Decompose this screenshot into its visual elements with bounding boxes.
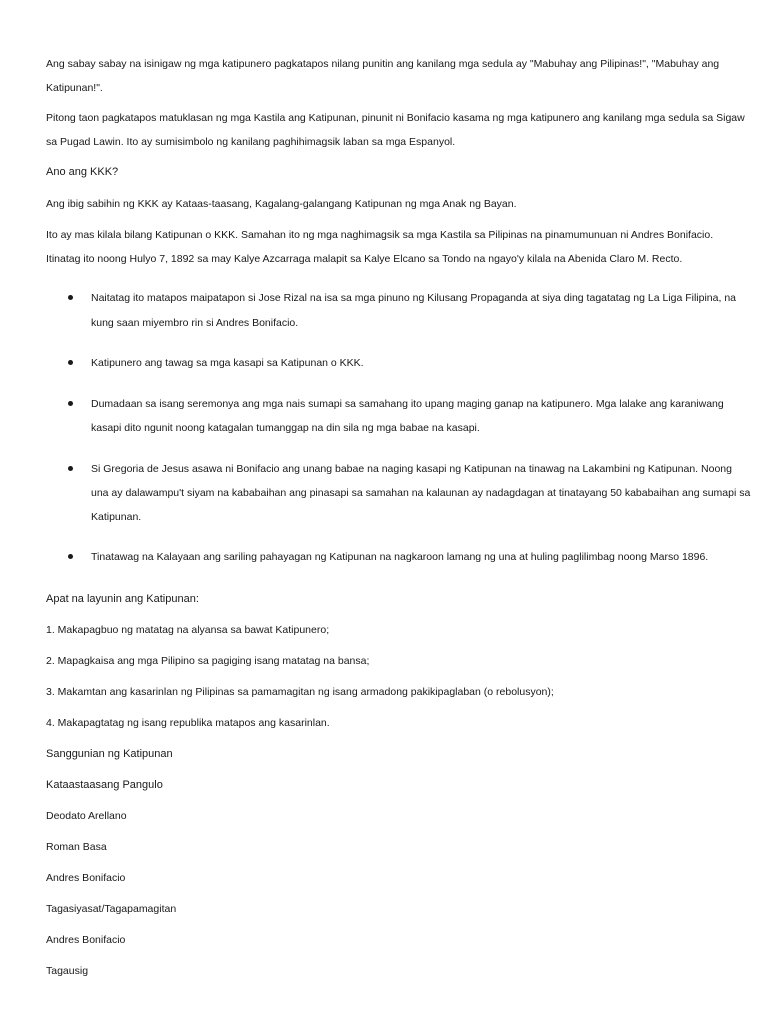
bullet-dot	[68, 401, 73, 406]
bullet-1-line-2: kung saan miyembro rin si Andres Bonifacio.	[91, 317, 299, 329]
council-item: Roman Basa	[46, 841, 107, 853]
paragraph-1-line-2: Katipunan!".	[46, 82, 103, 94]
bullet-3-line-2: kasapi dito ngunit noong katagalan tumanggap na din sila ng mga babae na kasapi.	[91, 422, 480, 434]
council-item: Deodato Arellano	[46, 810, 127, 822]
paragraph-2-line-2: sa Pugad Lawin. Ito ay sumisimbolo ng kanilang paghihimagsik laban sa mga Espanyol.	[46, 136, 456, 148]
goals-heading: Apat na layunin ang Katipunan:	[46, 593, 199, 605]
bullet-dot	[68, 554, 73, 559]
bullet-4-line-2: una ay dalawampu't siyam na kababaihan ang pinasapi sa samahan na kalaunan ay nadagdagan at tinatayang 50 kababaihan ang sumapi sa	[91, 487, 751, 499]
bullet-dot	[68, 295, 73, 300]
paragraph-4-line-2: Itinatag ito noong Hulyo 7, 1892 sa may Kalye Azcarraga malapit sa Kalye Elcano sa Tondo na ngayo'y kilala na Abenida Claro M. Recto.	[46, 253, 683, 265]
heading-ano-ang-kkk: Ano ang KKK?	[46, 166, 119, 178]
council-item: Andres Bonifacio	[46, 872, 126, 884]
paragraph-2-line-1: Pitong taon pagkatapos matuklasan ng mga Kastila ang Katipunan, pinunit ni Bonifacio kasama ng mga katipunero ang kanilang mga sedula sa Sigaw	[46, 112, 745, 124]
goal-item: 4. Makapagtatag ng isang republika matapos ang kasarinlan.	[46, 717, 330, 729]
council-heading: Sanggunian ng Katipunan	[46, 748, 173, 760]
bullet-4-line-3: Katipunan.	[91, 511, 142, 523]
council-item: Tagasiyasat/Tagapamagitan	[46, 903, 177, 915]
paragraph-1-line-1: Ang sabay sabay na isinigaw ng mga katipunero pagkatapos nilang punitin ang kanilang mga sedula ay "Mabuhay ang Pilipinas!", "Mabuhay ang	[46, 58, 720, 70]
council-item: Kataastaasang Pangulo	[46, 779, 163, 791]
paragraph-4-line-1: Ito ay mas kilala bilang Katipunan o KKK. Samahan ito ng mga naghimagsik sa mga Kastila sa Pilipinas na pinamumunuan ni Andres Bonifacio.	[46, 229, 714, 241]
bullet-4-line-1: Si Gregoria de Jesus asawa ni Bonifacio ang unang babae na naging kasapi ng Katipunan na tinawag na Lakambini ng Katipunan. Noong	[91, 463, 732, 475]
paragraph-3: Ang ibig sabihin ng KKK ay Kataas-taasang, Kagalang-galangang Katipunan ng mga Anak ng Bayan.	[46, 198, 517, 210]
goal-item: 2. Mapagkaisa ang mga Pilipino sa pagiging isang matatag na bansa;	[46, 655, 370, 667]
council-item: Tagausig	[46, 965, 89, 977]
bullet-2-line-1: Katipunero ang tawag sa mga kasapi sa Katipunan o KKK.	[91, 357, 364, 369]
bullet-5-line-1: Tinatawag na Kalayaan ang sariling pahayagan ng Katipunan na nagkaroon lamang ng una at huling paglilimbag noong Marso 1896.	[91, 551, 709, 563]
bullet-3-line-1: Dumadaan sa isang seremonya ang mga nais sumapi sa samahang ito upang maging ganap na katipunero. Mga lalake ang karaniwang	[91, 398, 724, 410]
council-item: Andres Bonifacio	[46, 934, 126, 946]
goal-item: 1. Makapagbuo ng matatag na alyansa sa bawat Katipunero;	[46, 624, 330, 636]
goal-item: 3. Makamtan ang kasarinlan ng Pilipinas sa pamamagitan ng isang armadong pakikipaglaban (o rebolusyon);	[46, 686, 554, 698]
bullet-dot	[68, 466, 73, 471]
bullet-1-line-1: Naitatag ito matapos maipatapon si Jose Rizal na isa sa mga pinuno ng Kilusang Propaganda at siya ding tagatatag ng La Liga Filipina, na	[91, 292, 737, 304]
bullet-dot	[68, 360, 73, 365]
